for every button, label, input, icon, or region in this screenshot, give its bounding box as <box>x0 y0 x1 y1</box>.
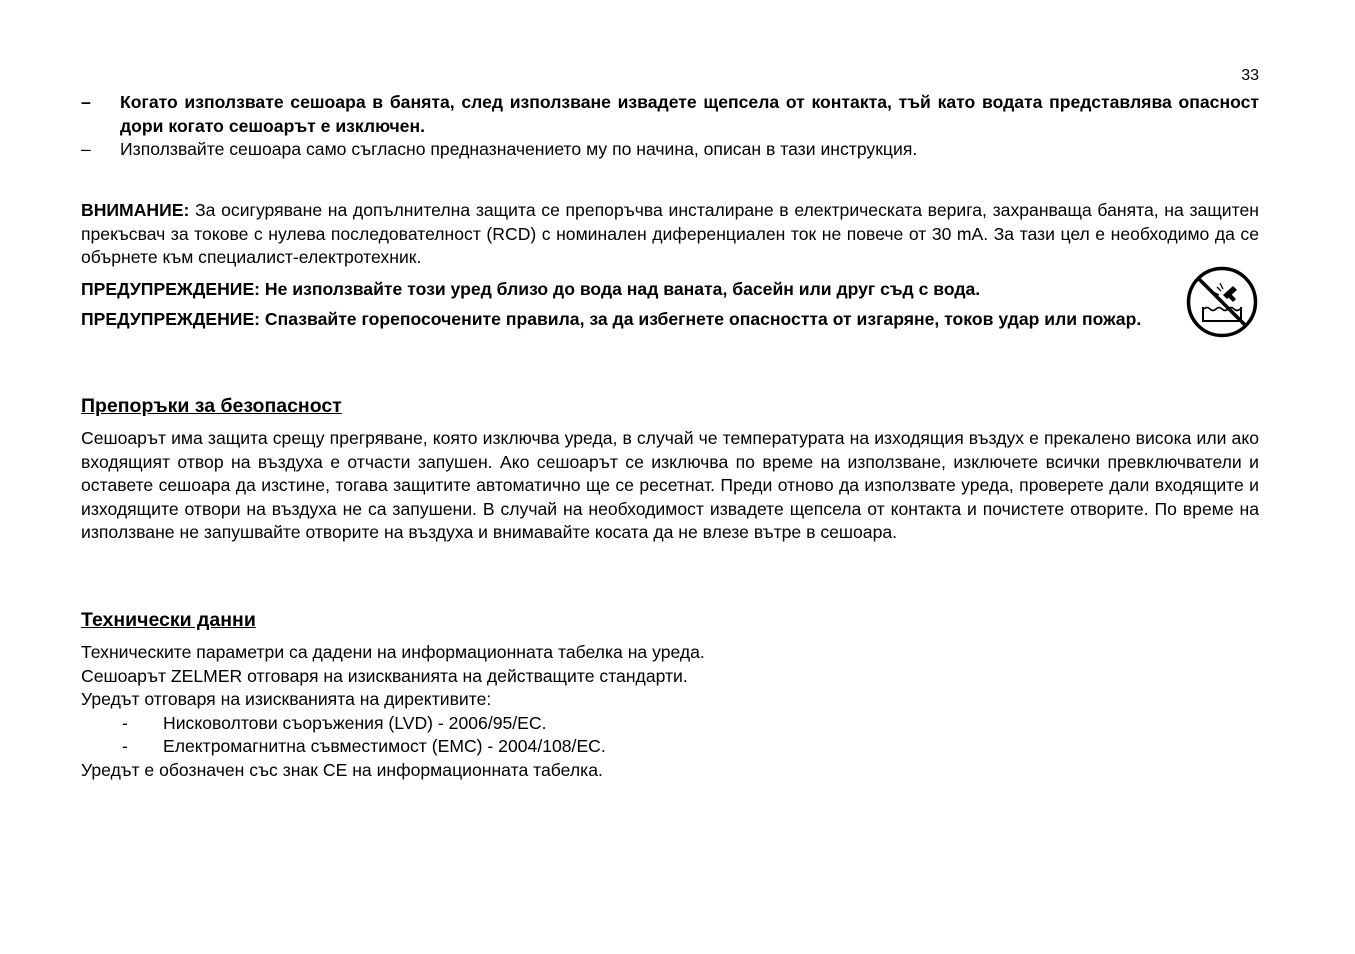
directive-text: Нисковолтови съоръжения (LVD) - 2006/95/EC. <box>163 712 547 733</box>
bullet-marker: – <box>81 92 91 112</box>
no-water-use-icon <box>1185 265 1259 339</box>
tech-line: Техническите параметри са дадени на информационната табелка на уреда. <box>81 642 705 662</box>
list-marker: - <box>122 712 128 733</box>
section-heading-tech: Технически данни <box>81 609 256 631</box>
usage-bullets <box>81 91 1259 162</box>
attention-paragraph <box>81 199 1259 270</box>
safety-paragraph: Сешоарът има защита срещу прегряване, която изключва уреда, в случай че температурата на изходящия въздух е прекалено висока или ако входящият отвор на въздуха е отчасти запушен. Ако сешоарът се изключва по време на използване, изключете всички превключватели и оставете сешоара да изстине, тогава защитите автоматично ще се ресетнат. Преди отново да използвате уреда, проверете дали входящите и изходящите отвори на въздуха не са запушени. В случай на необходимост извадете щепсела от контакта и почистете отворите. По време на използване не запушвайте отворите на въздуха и внимавайте косата да не влезе вътре в сешоара. <box>81 428 1259 542</box>
list-marker: - <box>122 736 128 756</box>
directive-item-lvd <box>81 712 1259 736</box>
tech-line: Уредът е обозначен със знак CE на информационната табелка. <box>81 759 603 780</box>
warning-rules: ПРЕДУПРЕЖДЕНИЕ: Спазвайте горепосочените правила, за да избегнете опасността от изгаряне, токов удар или пожар. <box>81 309 1142 329</box>
page-number: 33 <box>1241 67 1259 84</box>
bullet-text: Използвайте сешоара само съгласно предназначението му по начина, описан в тази инструкция. <box>120 139 918 159</box>
tech-line: Сешоарът ZELMER отговаря на изискванията на действащите стандарти. <box>81 665 688 686</box>
directive-text: Електромагнитна съвместимост (EMC) - 2004/108/EC. <box>163 736 606 756</box>
attention-text: За осигуряване на допълнителна защита се препоръчва инсталиране в електрическата верига, захранваща банята, на защитен прекъсвач за токове с нулева последователност (RCD) с номинален диференциален ток не повече от 30 mA. За тази цел е необходимо да се обърнете към специалист-електротехник. <box>81 200 1259 267</box>
bullet-item-bathroom <box>81 91 1259 138</box>
attention-label: ВНИМАНИЕ: <box>81 200 190 220</box>
bullet-marker: – <box>81 139 91 159</box>
bullet-text: Когато използвате сешоара в банята, след използване извадете щепсела от контакта, тъй като водата представлява опасност дори когато сешоарът е изключен. <box>120 92 1259 136</box>
section-heading-safety: Препоръки за безопасност <box>81 395 342 417</box>
tech-data-block <box>81 641 1259 782</box>
bullet-item-intended-use <box>81 138 1259 162</box>
directive-item-emc <box>81 735 1259 759</box>
warning-water: ПРЕДУПРЕЖДЕНИЕ: Не използвайте този уред близо до вода над ваната, басейн или друг съд с вода. <box>81 279 981 299</box>
tech-line: Уредът отговаря на изискванията на директивите: <box>81 689 492 709</box>
